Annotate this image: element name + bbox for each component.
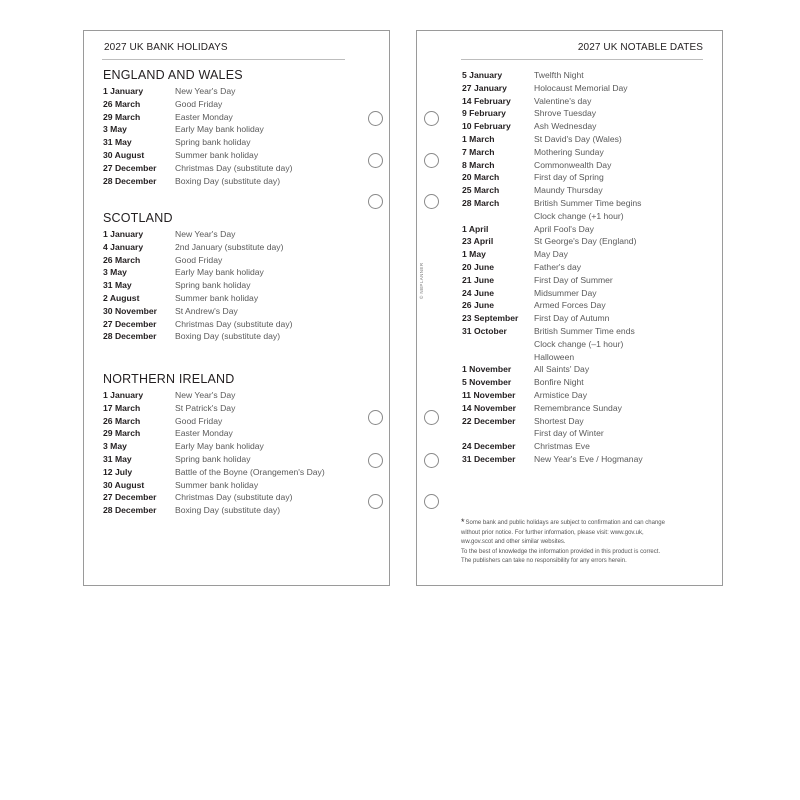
entry-date: 20 March bbox=[462, 172, 500, 183]
entry-date: 30 November bbox=[103, 305, 157, 316]
date-entry bbox=[462, 415, 643, 428]
entry-name: Mothering Sunday bbox=[534, 146, 604, 157]
entry-name: New Year's Day bbox=[175, 390, 236, 400]
date-entry bbox=[103, 149, 292, 162]
date-entry bbox=[462, 351, 643, 364]
entry-date: 9 February bbox=[462, 108, 506, 119]
entry-name: Spring bank holiday bbox=[175, 453, 251, 464]
date-entry bbox=[462, 95, 643, 108]
page-title: 2027 UK NOTABLE DATES bbox=[577, 42, 703, 53]
date-entry bbox=[462, 248, 643, 261]
punch-hole bbox=[424, 494, 439, 509]
date-entry bbox=[462, 223, 643, 236]
entry-date: 24 December bbox=[462, 441, 516, 452]
entry-name: Good Friday bbox=[175, 98, 223, 109]
footnote-line: without prior notice. For further information, please visit: www.gov.uk, bbox=[461, 529, 644, 536]
entry-name: Armed Forces Day bbox=[534, 300, 606, 311]
punch-hole bbox=[368, 111, 383, 126]
entry-name: Boxing Day (substitute day) bbox=[175, 331, 281, 342]
date-entry bbox=[462, 184, 643, 197]
entry-name: First day of Spring bbox=[534, 172, 604, 183]
entry-date: 31 May bbox=[103, 280, 132, 291]
bank-holidays-page bbox=[83, 30, 390, 586]
entry-date: 3 May bbox=[103, 267, 127, 278]
entry-date: 29 March bbox=[103, 111, 141, 122]
entry-name: Armistice Day bbox=[534, 389, 588, 400]
entry-name: Spring bank holiday bbox=[175, 280, 251, 291]
date-entry bbox=[462, 146, 643, 159]
punch-hole bbox=[424, 453, 439, 468]
date-entry bbox=[462, 274, 643, 287]
entry-date bbox=[462, 351, 534, 364]
title-divider bbox=[461, 59, 703, 60]
entry-date: 3 May bbox=[103, 441, 127, 452]
entry-name: Holocaust Memorial Day bbox=[534, 82, 628, 93]
date-entry bbox=[462, 453, 643, 466]
holiday-list-england-wales bbox=[103, 85, 292, 187]
date-entry bbox=[462, 133, 643, 146]
date-entry bbox=[462, 402, 643, 415]
date-entry bbox=[103, 162, 292, 175]
entry-date: 26 March bbox=[103, 254, 141, 265]
entry-date: 1 January bbox=[103, 86, 144, 96]
punch-hole bbox=[368, 494, 383, 509]
entry-name: Summer bank holiday bbox=[175, 479, 259, 490]
entry-name: Shrove Tuesday bbox=[534, 108, 597, 119]
punch-hole bbox=[368, 410, 383, 425]
disclaimer-footnote bbox=[461, 518, 711, 567]
entry-date: 22 December bbox=[462, 415, 516, 426]
date-entry bbox=[462, 120, 643, 133]
entry-date: 5 November bbox=[462, 377, 512, 388]
punch-hole bbox=[424, 111, 439, 126]
brand-mark: © NBPLANNER bbox=[419, 262, 424, 299]
entry-date: 21 June bbox=[462, 274, 495, 285]
date-entry bbox=[462, 235, 643, 248]
date-entry bbox=[462, 338, 643, 351]
date-entry bbox=[462, 69, 643, 82]
entry-name: Maundy Thursday bbox=[534, 185, 603, 196]
entry-date: 28 December bbox=[103, 505, 157, 516]
entry-name: Boxing Day (substitute day) bbox=[175, 505, 281, 516]
date-entry bbox=[103, 453, 325, 466]
entry-date: 7 March bbox=[462, 146, 495, 157]
date-entry bbox=[103, 330, 292, 343]
date-entry bbox=[462, 427, 643, 440]
entry-name: New Year's Day bbox=[175, 229, 236, 239]
date-entry bbox=[462, 159, 643, 172]
date-entry bbox=[462, 325, 643, 338]
entry-date: 30 August bbox=[103, 479, 145, 490]
entry-name: Summer bank holiday bbox=[175, 149, 259, 160]
entry-name: Early May bank holiday bbox=[175, 441, 264, 452]
entry-name: Midsummer Day bbox=[534, 287, 597, 298]
entry-date: 1 November bbox=[462, 364, 512, 375]
entry-name: Shortest Day bbox=[534, 415, 584, 426]
entry-date: 31 December bbox=[462, 453, 516, 464]
entry-date: 30 August bbox=[103, 149, 145, 160]
notable-dates-page bbox=[416, 30, 723, 586]
entry-date: 1 May bbox=[462, 249, 486, 260]
entry-name: April Fool's Day bbox=[534, 223, 594, 234]
entry-date: 1 January bbox=[103, 229, 144, 239]
entry-date: 4 January bbox=[103, 241, 144, 252]
notable-dates-list bbox=[462, 69, 643, 466]
entry-date: 17 March bbox=[103, 402, 141, 413]
date-entry bbox=[103, 266, 292, 279]
date-entry bbox=[103, 279, 292, 292]
date-entry bbox=[103, 228, 292, 241]
date-entry bbox=[103, 292, 292, 305]
entry-name: New Year's Day bbox=[175, 86, 236, 96]
date-entry bbox=[462, 312, 643, 325]
entry-date: 26 March bbox=[103, 98, 141, 109]
entry-date: 12 July bbox=[103, 466, 133, 477]
date-entry bbox=[103, 491, 325, 504]
date-entry bbox=[462, 389, 643, 402]
entry-date: 26 June bbox=[462, 300, 495, 311]
entry-date: 31 October bbox=[462, 325, 507, 336]
footnote-line: To the best of knowledge the information provided in this product is correct. bbox=[461, 548, 661, 555]
entry-name: Ash Wednesday bbox=[534, 121, 597, 132]
entry-name: Twelfth Night bbox=[534, 70, 584, 80]
entry-date: 8 March bbox=[462, 159, 495, 170]
entry-name: Easter Monday bbox=[175, 111, 233, 122]
entry-name: Commonwealth Day bbox=[534, 159, 612, 170]
entry-name: Clock change (–1 hour) bbox=[534, 338, 624, 349]
entry-name: First Day of Summer bbox=[534, 274, 613, 285]
date-entry bbox=[103, 305, 292, 318]
entry-date: 20 June bbox=[462, 261, 495, 272]
title-divider bbox=[102, 59, 345, 60]
date-entry bbox=[462, 363, 643, 376]
entry-date: 23 September bbox=[462, 313, 519, 324]
entry-date bbox=[462, 210, 534, 223]
date-entry bbox=[462, 376, 643, 389]
date-entry bbox=[462, 261, 643, 274]
entry-date: 31 May bbox=[103, 453, 132, 464]
entry-name: Boxing Day (substitute day) bbox=[175, 175, 281, 186]
punch-hole bbox=[368, 194, 383, 209]
footnote-line: Some bank and public holidays are subject to confirmation and can change bbox=[465, 520, 665, 526]
punch-hole bbox=[368, 153, 383, 168]
entry-name: Halloween bbox=[534, 351, 575, 362]
entry-date bbox=[462, 427, 534, 440]
entry-date: 14 February bbox=[462, 95, 511, 106]
entry-date: 23 April bbox=[462, 236, 494, 247]
entry-name: St David's Day (Wales) bbox=[534, 133, 622, 144]
entry-name: Christmas Day (substitute day) bbox=[175, 162, 293, 173]
date-entry bbox=[103, 402, 325, 415]
entry-name: St Patrick's Day bbox=[175, 402, 236, 413]
entry-name: Father's day bbox=[534, 261, 582, 272]
entry-date: 27 December bbox=[103, 318, 157, 329]
entry-date bbox=[462, 338, 534, 351]
punch-hole bbox=[424, 194, 439, 209]
date-entry bbox=[103, 466, 325, 479]
entry-date: 1 January bbox=[103, 390, 144, 400]
entry-date: 28 March bbox=[462, 197, 500, 208]
entry-name: First Day of Autumn bbox=[534, 313, 610, 324]
date-entry bbox=[103, 318, 292, 331]
date-entry bbox=[462, 171, 643, 184]
entry-date: 14 November bbox=[462, 402, 516, 413]
page-title: 2027 UK BANK HOLIDAYS bbox=[104, 42, 228, 53]
date-entry bbox=[103, 111, 292, 124]
entry-name: British Summer Time ends bbox=[534, 325, 635, 336]
date-entry bbox=[462, 287, 643, 300]
entry-date: 27 January bbox=[462, 82, 507, 93]
entry-date: 27 December bbox=[103, 162, 157, 173]
entry-date: 25 March bbox=[462, 185, 500, 196]
punch-hole bbox=[424, 153, 439, 168]
entry-name: British Summer Time begins bbox=[534, 197, 642, 208]
entry-name: New Year's Eve / Hogmanay bbox=[534, 453, 643, 464]
entry-name: Early May bank holiday bbox=[175, 124, 264, 135]
section-heading-scotland: SCOTLAND bbox=[103, 211, 173, 225]
date-entry bbox=[103, 389, 325, 402]
entry-name: Battle of the Boyne (Orangemen's Day) bbox=[175, 466, 325, 477]
entry-date: 10 February bbox=[462, 121, 511, 132]
entry-name: 2nd January (substitute day) bbox=[175, 241, 284, 252]
entry-date: 24 June bbox=[462, 287, 495, 298]
date-entry bbox=[462, 107, 643, 120]
section-heading-england-wales: ENGLAND AND WALES bbox=[103, 68, 243, 82]
date-entry bbox=[462, 197, 643, 210]
entry-date: 27 December bbox=[103, 492, 157, 503]
date-entry bbox=[103, 175, 292, 188]
date-entry bbox=[462, 82, 643, 95]
date-entry bbox=[103, 479, 325, 492]
entry-name: Easter Monday bbox=[175, 428, 233, 439]
entry-name: All Saints' Day bbox=[534, 364, 590, 375]
entry-name: Good Friday bbox=[175, 415, 223, 426]
date-entry bbox=[103, 427, 325, 440]
punch-hole bbox=[368, 453, 383, 468]
entry-date: 5 January bbox=[462, 70, 503, 80]
section-heading-northern-ireland: NORTHERN IRELAND bbox=[103, 372, 235, 386]
entry-name: St George's Day (England) bbox=[534, 236, 637, 247]
entry-date: 1 April bbox=[462, 223, 489, 234]
entry-name: Spring bank holiday bbox=[175, 137, 251, 148]
holiday-list-northern-ireland bbox=[103, 389, 325, 517]
entry-date: 28 December bbox=[103, 175, 157, 186]
entry-name: First day of Winter bbox=[534, 428, 604, 439]
date-entry bbox=[103, 241, 292, 254]
entry-name: Valentine's day bbox=[534, 95, 592, 106]
date-entry bbox=[103, 98, 292, 111]
entry-name: May Day bbox=[534, 249, 568, 260]
date-entry bbox=[462, 210, 643, 223]
date-entry bbox=[103, 254, 292, 267]
date-entry bbox=[462, 299, 643, 312]
footnote-marker: * bbox=[461, 517, 465, 527]
entry-date: 1 March bbox=[462, 133, 495, 144]
entry-date: 11 November bbox=[462, 389, 516, 400]
footnote-line: ww.gov.scot and other similar websites. bbox=[461, 539, 566, 546]
holiday-list-scotland bbox=[103, 228, 292, 343]
date-entry bbox=[462, 440, 643, 453]
entry-name: Summer bank holiday bbox=[175, 292, 259, 303]
entry-date: 2 August bbox=[103, 292, 140, 303]
date-entry bbox=[103, 415, 325, 428]
entry-name: Christmas Eve bbox=[534, 441, 590, 452]
date-entry bbox=[103, 85, 292, 98]
date-entry bbox=[103, 440, 325, 453]
entry-name: Good Friday bbox=[175, 254, 223, 265]
entry-name: Remembrance Sunday bbox=[534, 402, 622, 413]
entry-name: Christmas Day (substitute day) bbox=[175, 492, 293, 503]
entry-name: St Andrew's Day bbox=[175, 305, 238, 316]
entry-date: 31 May bbox=[103, 137, 132, 148]
date-entry bbox=[103, 136, 292, 149]
entry-name: Early May bank holiday bbox=[175, 267, 264, 278]
date-entry bbox=[103, 123, 292, 136]
entry-date: 28 December bbox=[103, 331, 157, 342]
entry-date: 3 May bbox=[103, 124, 127, 135]
entry-name: Christmas Day (substitute day) bbox=[175, 318, 293, 329]
entry-date: 29 March bbox=[103, 428, 141, 439]
entry-name: Clock change (+1 hour) bbox=[534, 210, 624, 221]
entry-name: Bonfire Night bbox=[534, 377, 584, 388]
date-entry bbox=[103, 504, 325, 517]
punch-hole bbox=[424, 410, 439, 425]
footnote-line: The publishers can take no responsibility for any errors herein. bbox=[461, 558, 627, 565]
entry-date: 26 March bbox=[103, 415, 141, 426]
